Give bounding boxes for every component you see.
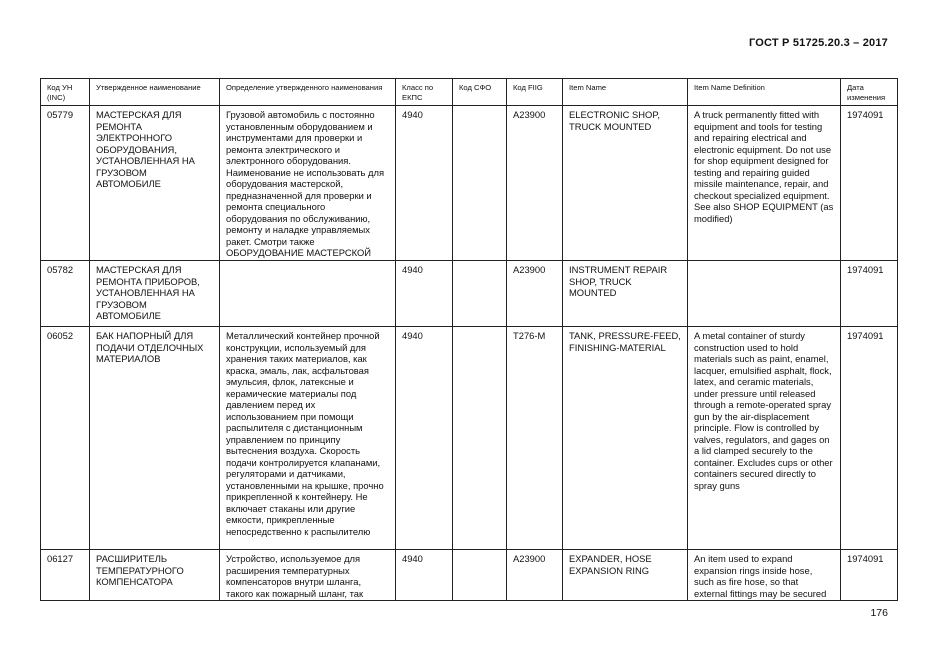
column-header-name-definition: Определение утвержденного наименования — [220, 79, 396, 106]
table-header-row — [41, 79, 898, 106]
cell-inc: 05779 — [41, 106, 90, 261]
cell-change-date: 1974091 — [841, 261, 898, 327]
cell-approved-name: МАСТЕРСКАЯ ДЛЯ РЕМОНТА ЭЛЕКТРОННОГО ОБОРУДОВАНИЯ, УСТАНОВЛЕННАЯ НА ГРУЗОВОМ АВТОМОБИЛЕ — [90, 106, 220, 261]
cell-inc: 05782 — [41, 261, 90, 327]
cell-item-name: INSTRUMENT REPAIR SHOP, TRUCK MOUNTED — [563, 261, 688, 327]
cell-change-date: 1974091 — [841, 106, 898, 261]
column-header-item-definition: Item Name Definition — [688, 79, 841, 106]
column-header-sfo: Код СФО — [453, 79, 507, 106]
cell-name-definition — [220, 261, 396, 327]
cell-change-date: 1974091 — [841, 550, 898, 601]
cell-name-definition: Металлический контейнер прочной конструкции, используемый для хранения таких материалов, как краска, эмаль, лак, асфальтовая эмульсия, флок, латексные и керамические материалы под давлением перед их использованием при помощи распылителя с дистанционным управлением по принципу вытеснения воздуха. Скорость подачи контролируется клапанами, регуляторами и датчиками, установленными на крышке, прочно прикрепленной к контейнеру. Не включает стаканы или другие емкости, прикрепленные непосредственно к распылителю — [220, 327, 396, 550]
cell-sfo — [453, 261, 507, 327]
cell-approved-name: РАСШИРИТЕЛЬ ТЕМПЕРАТУРНОГО КОМПЕНСАТОРА — [90, 550, 220, 601]
cell-item-definition: A truck permanently fitted with equipment and tools for testing and repairing electrical and electronic equipment. Do not use for shop equipment designed for testing and repairing guided missile maintenance, repair, and checkout specialized equipment. See also SHOP EQUIPMENT (as modified) — [688, 106, 841, 261]
cell-item-definition: An item used to expand expansion rings inside hose, such as fire hose, so that external fittings may be secured — [688, 550, 841, 601]
cell-item-definition: A metal container of sturdy construction used to hold materials such as paint, enamel, lacquer, emulsified asphalt, flock, latex, and ceramic materials, under pressure until released through a remote-operated spray gun by the air-displacement principle. Flow is controlled by valves, regulators, and gages on a lid clamped securely to the container. Excludes cups or other containers secured directly to spray guns — [688, 327, 841, 550]
cell-name-definition: Грузовой автомобиль с постоянно установленным оборудованием и инструментами для проверки и ремонта электрического и электронного оборудования. Наименование не использовать для оборудования мастерской, предназначенной для проверки и ремонта специального оборудования по обслуживанию, ремонту и наладке управляемых ракет. Смотри также ОБОРУДОВАНИЕ МАСТЕРСКОЙ — [220, 106, 396, 261]
cell-fiig: A23900 — [507, 550, 563, 601]
cell-sfo — [453, 106, 507, 261]
cell-inc: 06127 — [41, 550, 90, 601]
table-row — [41, 327, 898, 550]
cell-approved-name: БАК НАПОРНЫЙ ДЛЯ ПОДАЧИ ОТДЕЛОЧНЫХ МАТЕРИАЛОВ — [90, 327, 220, 550]
column-header-approved-name: Утвержденное наименование — [90, 79, 220, 106]
table-row — [41, 106, 898, 261]
cell-class: 4940 — [396, 327, 453, 550]
cell-item-name: ELECTRONIC SHOP, TRUCK MOUNTED — [563, 106, 688, 261]
cell-class: 4940 — [396, 261, 453, 327]
column-header-class: Класс по ЕКПС — [396, 79, 453, 106]
cell-inc: 06052 — [41, 327, 90, 550]
cell-sfo — [453, 550, 507, 601]
page-number: 176 — [870, 607, 888, 619]
item-name-table — [40, 78, 898, 601]
cell-item-name: EXPANDER, HOSE EXPANSION RING — [563, 550, 688, 601]
cell-item-name: TANK, PRESSURE-FEED, FINISHING-MATERIAL — [563, 327, 688, 550]
column-header-item-name: Item Name — [563, 79, 688, 106]
cell-class: 4940 — [396, 550, 453, 601]
cell-fiig: T276-M — [507, 327, 563, 550]
table-row — [41, 550, 898, 601]
cell-item-definition — [688, 261, 841, 327]
column-header-inc: Код УН (INC) — [41, 79, 90, 106]
cell-approved-name: МАСТЕРСКАЯ ДЛЯ РЕМОНТА ПРИБОРОВ, УСТАНОВЛЕННАЯ НА ГРУЗОВОМ АВТОМОБИЛЕ — [90, 261, 220, 327]
column-header-fiig: Код FIIG — [507, 79, 563, 106]
cell-sfo — [453, 327, 507, 550]
cell-class: 4940 — [396, 106, 453, 261]
column-header-change-date: Дата изменения — [841, 79, 898, 106]
cell-fiig: A23900 — [507, 106, 563, 261]
cell-change-date: 1974091 — [841, 327, 898, 550]
cell-fiig: A23900 — [507, 261, 563, 327]
document-header: ГОСТ Р 51725.20.3 – 2017 — [748, 37, 888, 49]
cell-name-definition: Устройство, используемое для расширения температурных компенсаторов внутри шланга, такого как пожарный шланг, так — [220, 550, 396, 601]
table-row — [41, 261, 898, 327]
